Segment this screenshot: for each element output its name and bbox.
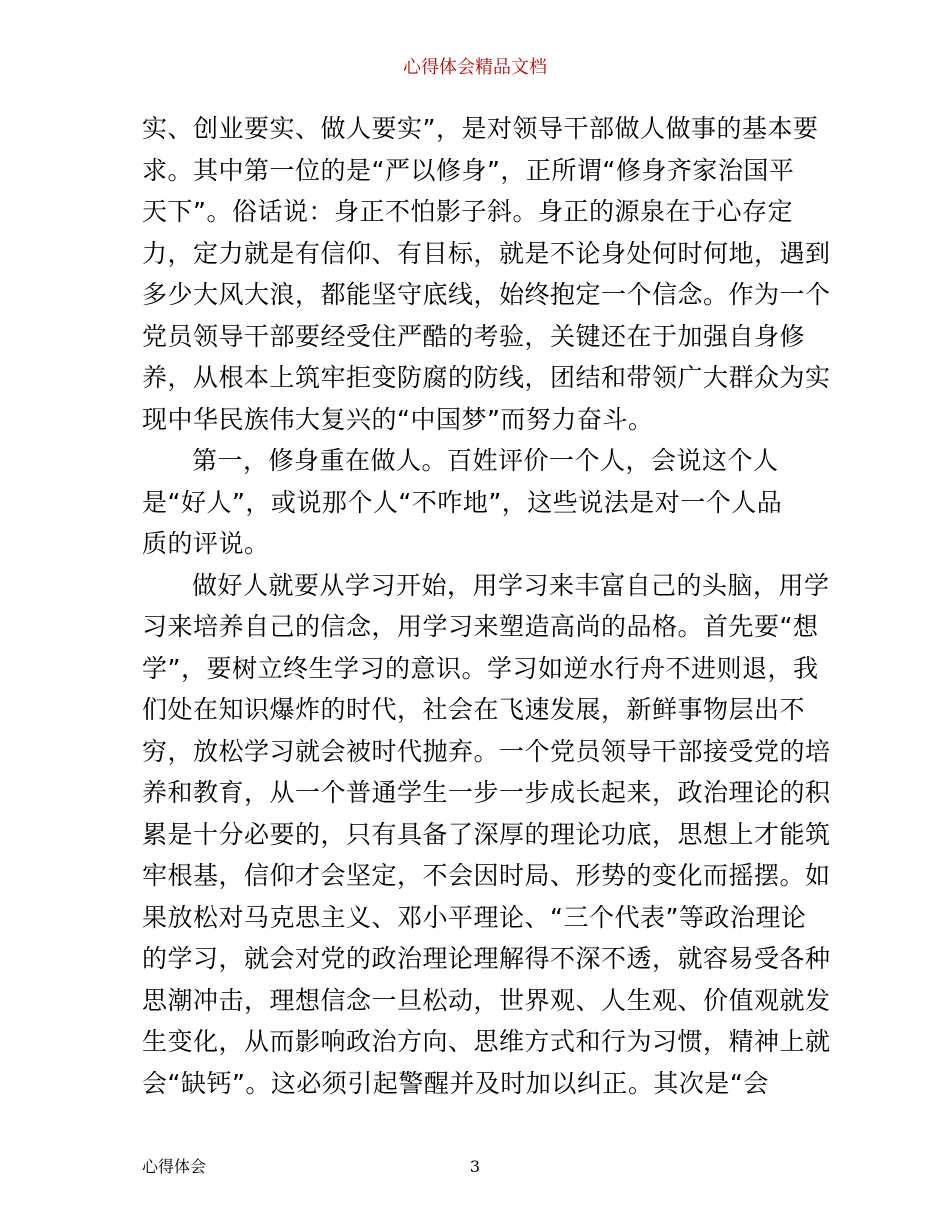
page-header-title: 心得体会精品文档 [403,57,547,78]
text-line: 果放松对马克思主义、邓小平理论、“三个代表”等政治理论 [142,902,807,932]
text-line: 天下”。俗话说：身正不怕影子斜。身正的源泉在于心存定 [142,197,793,226]
footer-page-number: 3 [469,1157,481,1176]
text-line: 养和教育，从一个普通学生一步一步成长起来，政治理论的积 [142,778,831,807]
text-line: 养，从根本上筑牢拒变防腐的防线，团结和带领广大群众为实 [142,363,831,392]
text-line: 学”，要树立终生学习的意识。学习如逆水行舟不进则退，我 [142,653,819,683]
text-line: 的学习，就会对党的政治理论理解得不深不透，就容易受各种 [142,944,831,973]
text-line: 会“缺钙”。这必须引起警醒并及时加以纠正。其次是“会 [142,1068,769,1098]
text-line: 力，定力就是有信仰、有目标，就是不论身处何时何地，遇到 [142,238,831,268]
text-line: 穷，放松学习就会被时代抛弃。一个党员领导干部接受党的培 [142,736,831,766]
text-line: 质的评说。 [142,529,270,558]
text-line: 多少大风大浪，都能坚守底线，始终抱定一个信念。作为一个 [142,280,831,309]
text-line: 实、创业要实、做人要实”，是对领导干部做人做事的基本要 [142,114,819,143]
text-line: 求。其中第一位的是“严以修身”，正所谓“修身齐家治国平 [142,155,795,185]
paragraph-start-line: 第一，修身重在做人。百姓评价一个人，会说这个人 [192,446,779,475]
text-line: 生变化，从而影响政治方向、思维方式和行为习惯，精神上就 [142,1027,831,1056]
text-line: 们处在知识爆炸的时代，社会在飞速发展，新鲜事物层出不 [142,695,806,724]
document-body [142,108,831,1104]
text-line: 习来培养自己的信念，用学习来塑造高尚的品格。首先要“想 [142,612,819,641]
text-line: 是“好人”，或说那个人“不咋地”，这些说法是对一个人品 [142,487,783,517]
text-line: 牢根基，信仰才会坚定，不会因时局、形势的变化而摇摆。如 [142,861,831,890]
text-line: 累是十分必要的，只有具备了深厚的理论功底，思想上才能筑 [142,819,831,849]
text-line: 现中华民族伟大复兴的“中国梦”而努力奋斗。 [142,404,654,434]
footer-label: 心得体会 [142,1157,207,1176]
text-line: 思潮冲击，理想信念一旦松动，世界观、人生观、价值观就发 [142,985,831,1015]
text-line: 党员领导干部要经受住严酷的考验，关键还在于加强自身修 [142,321,806,351]
paragraph-start-line: 做好人就要从学习开始，用学习来丰富自己的头脑，用学 [192,570,830,600]
